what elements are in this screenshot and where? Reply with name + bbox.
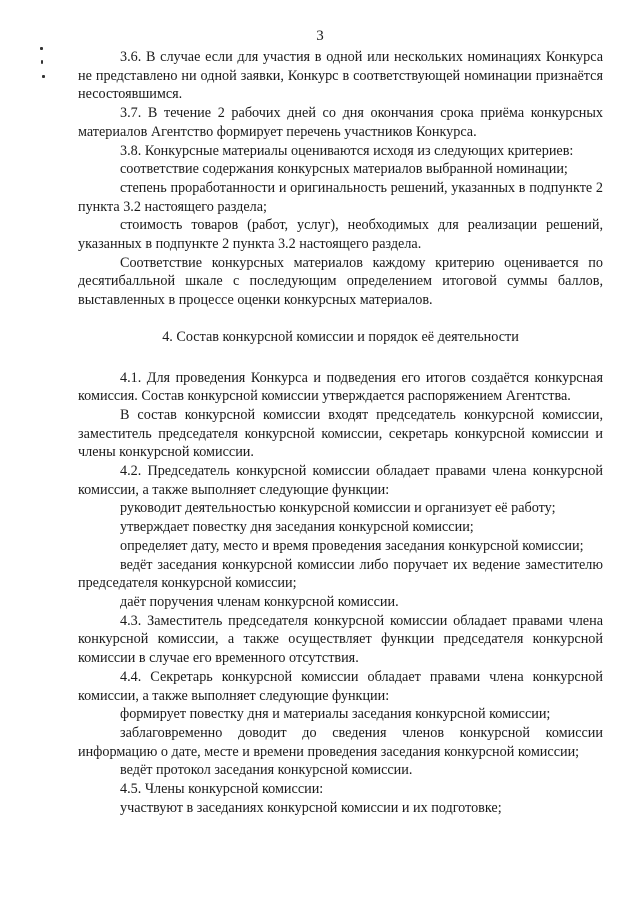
scan-mark bbox=[40, 47, 43, 50]
criterion-item: стоимость товаров (работ, услуг), необходимых для реализации решений, указанных в подпункте 2 пункта 3.2 настоящего раздела. bbox=[78, 217, 603, 253]
function-item: утверждает повестку дня заседания конкурсной комиссии; bbox=[120, 519, 474, 536]
section-title: 4. Состав конкурсной комиссии и порядок её деятельности bbox=[162, 328, 519, 345]
function-item: определяет дату, место и время проведения заседания конкурсной комиссии; bbox=[120, 537, 584, 554]
document-body bbox=[78, 48, 603, 817]
function-item: ведёт заседания конкурсной комиссии либо поручает их ведение заместителю председателя конкурсной комиссии; bbox=[78, 556, 603, 592]
page-number: 3 bbox=[316, 28, 324, 44]
function-item: даёт поручения членам конкурсной комиссии. bbox=[120, 593, 399, 610]
paragraph-3-8: 3.8. Конкурсные материалы оцениваются исходя из следующих критериев: bbox=[120, 142, 574, 159]
member-duty-item: участвуют в заседаниях конкурсной комиссии и их подготовке; bbox=[120, 799, 502, 816]
function-item: ведёт протокол заседания конкурсной комиссии. bbox=[120, 762, 413, 779]
scan-mark bbox=[41, 60, 43, 64]
function-item: формирует повестку дня и материалы заседания конкурсной комиссии; bbox=[120, 706, 551, 723]
paragraph-3-7: 3.7. В течение 2 рабочих дней со дня окончания срока приёма конкурсных материалов Агентство формирует перечень участников Конкурса. bbox=[78, 105, 603, 140]
criterion-item: соответствие содержания конкурсных материалов выбранной номинации; bbox=[120, 161, 568, 178]
paragraph-scoring: Соответствие конкурсных материалов каждому критерию оценивается по десятибалльной шкале с последующим определением итоговой суммы баллов, выставленных в процессе оценки конкурсных материалов. bbox=[78, 254, 603, 309]
paragraph-4-5: 4.5. Члены конкурсной комиссии: bbox=[120, 781, 324, 798]
function-item: заблаговременно доводит до сведения членов конкурсной комиссии информацию о дате, месте и времени проведения заседания конкурсной комиссии; bbox=[78, 724, 603, 760]
paragraph-4-3: 4.3. Заместитель председателя конкурсной комиссии обладает правами члена конкурсной комиссии, а также осуществляет функции председателя конкурсной комиссии в случае его временного отсутствия. bbox=[78, 612, 603, 667]
scan-mark bbox=[42, 75, 45, 78]
criterion-item: степень проработанности и оригинальность решений, указанных в подпункте 2 пункта 3.2 настоящего раздела; bbox=[78, 179, 603, 215]
paragraph-4-1: 4.1. Для проведения Конкурса и подведения его итогов создаётся конкурсная комиссия. Состав конкурсной комиссии утверждается распоряжением Агентства. bbox=[78, 369, 603, 405]
paragraph-3-6: 3.6. В случае если для участия в одной или нескольких номинациях Конкурса не представлено ни одной заявки, Конкурс в соответствующей номинации признаётся несостоявшимся. bbox=[78, 49, 603, 103]
paragraph-4-2: 4.2. Председатель конкурсной комиссии обладает правами члена конкурсной комиссии, а также выполняет следующие функции: bbox=[78, 463, 603, 498]
function-item: руководит деятельностью конкурсной комиссии и организует её работу; bbox=[120, 500, 556, 517]
paragraph-4-4: 4.4. Секретарь конкурсной комиссии обладает правами члена конкурсной комиссии, а также выполняет следующие функции: bbox=[78, 668, 603, 704]
paragraph-composition: В состав конкурсной комиссии входят председатель конкурсной комиссии, заместитель председателя конкурсной комиссии, секретарь конкурсной комиссии и члены конкурсной комиссии. bbox=[78, 406, 603, 461]
